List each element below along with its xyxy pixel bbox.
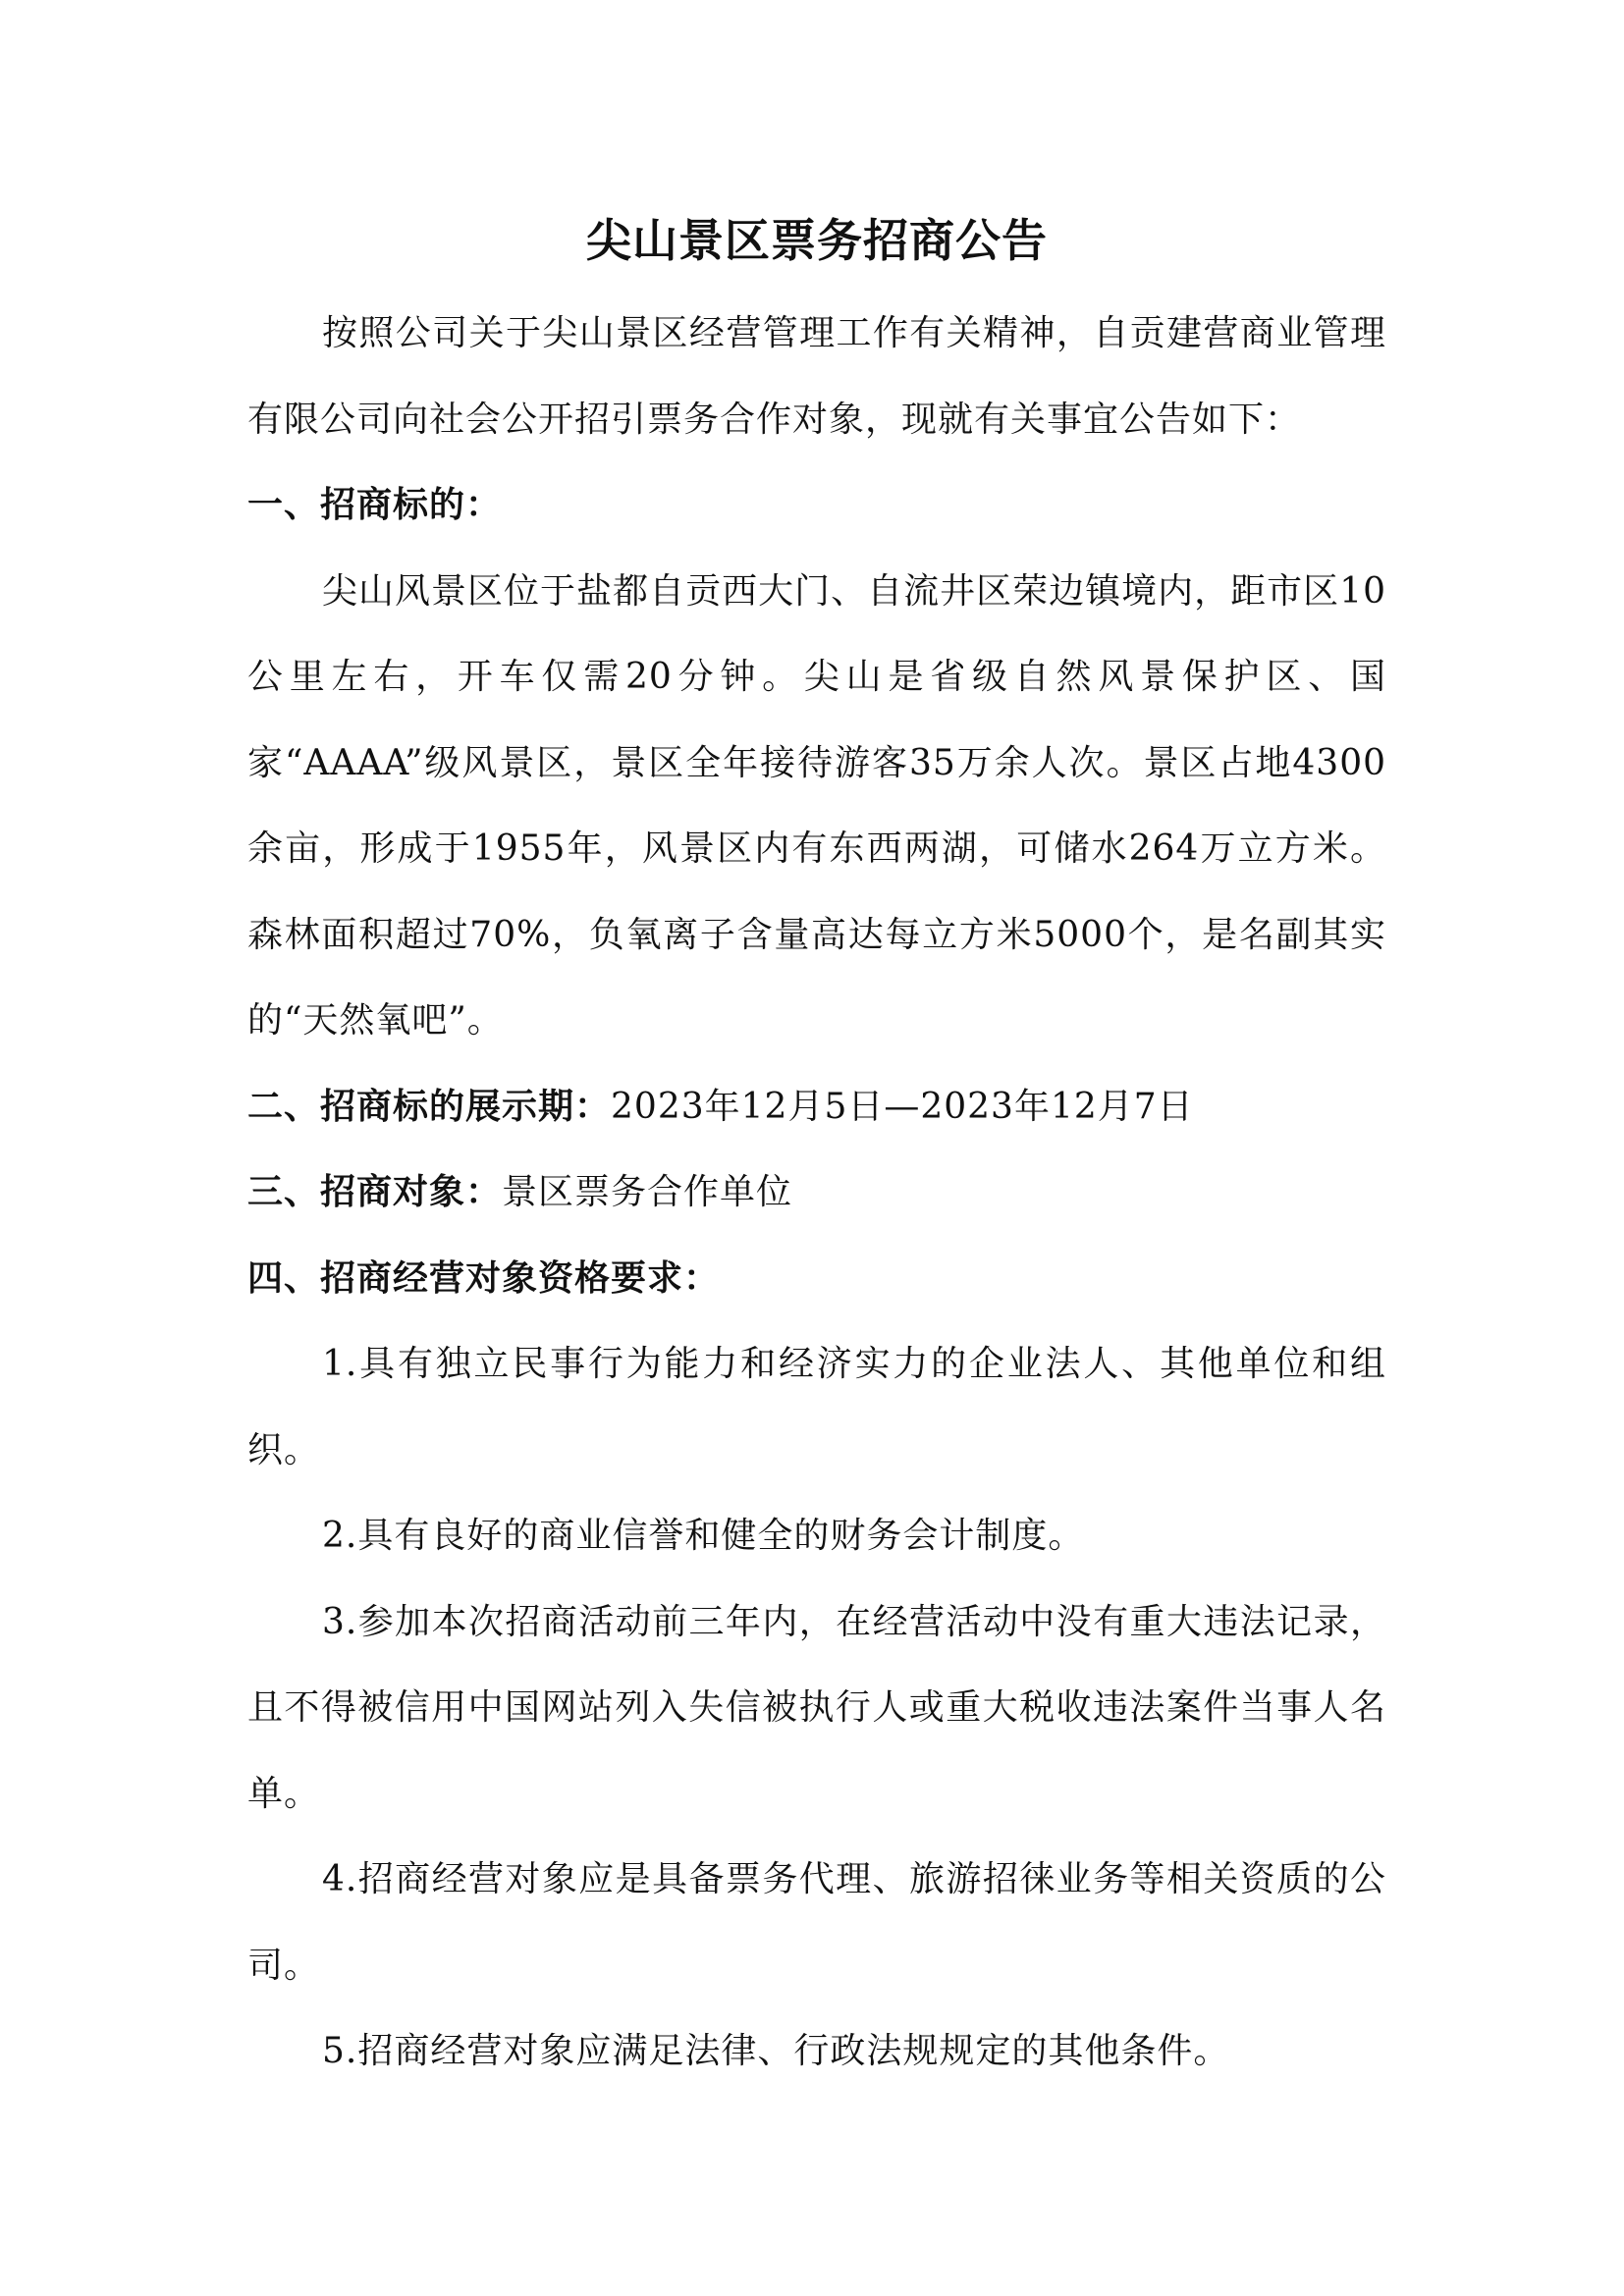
requirement-item: 2.具有良好的商业信誉和健全的财务会计制度。: [322, 1516, 1085, 1556]
requirement-item: 5.招商经营对象应满足法律、行政法规规定的其他条件。: [322, 2031, 1230, 2071]
intro-paragraph: 按照公司关于尖山景区经营管理工作有关精神，自贡建营商业管理有限公司向社会公开招引票务合作对象，现就有关事宜公告如下：: [247, 313, 1386, 440]
requirement-item: 4.招商经营对象应是具备票务代理、旅游招徕业务等相关资质的公司。: [247, 1859, 1386, 1986]
section-2-line: [247, 1064, 1386, 1150]
section-2-heading: 二、招商标的展示期：: [247, 1086, 612, 1127]
requirement-item: 3.参加本次招商活动前三年内，在经营活动中没有重大违法记录，且不得被信用中国网站列入失信被执行人或重大税收违法案件当事人名单。: [247, 1601, 1386, 1814]
document-body: [247, 206, 1386, 2095]
section-3-heading: 三、招商对象：: [247, 1172, 503, 1212]
section-1-body: 尖山风景区位于盐都自贡西大门、自流井区荣边镇境内，距市区10公里左右，开车仅需20分钟。尖山是省级自然风景保护区、国家“AAAA”级风景区，景区全年接待游客35万余人次。景区占地4300余亩，形成于1955年，风景区内有东西两湖，可储水264万立方米。森林面积超过70%，负氧离子含量高达每立方米5000个，是名副其实的“天然氧吧”。: [247, 570, 1386, 1041]
section-1-heading: 一、招商标的：: [247, 485, 503, 525]
document-title: 尖山景区票务招商公告: [586, 214, 1048, 267]
requirement-item: 1.具有独立民事行为能力和经济实力的企业法人、其他单位和组织。: [247, 1344, 1386, 1470]
section-4-heading: 四、招商经营对象资格要求：: [247, 1257, 721, 1299]
section-3-line: [247, 1149, 1386, 1236]
section-3-value: 景区票务合作单位: [502, 1172, 793, 1212]
section-2-value: 2023年12月5日—2023年12月7日: [611, 1086, 1194, 1127]
